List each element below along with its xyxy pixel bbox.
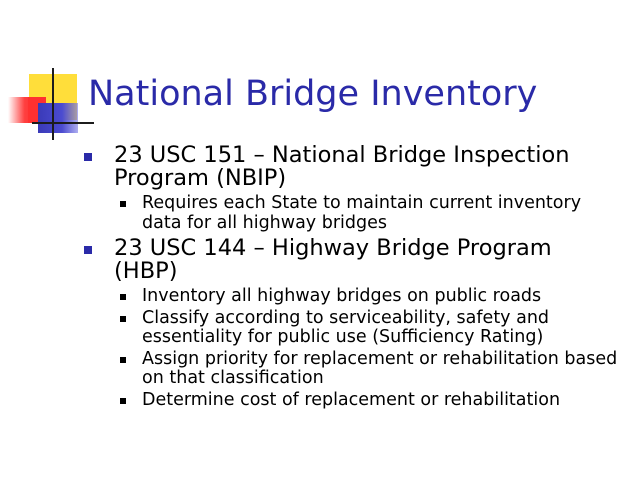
sub-bullet-item xyxy=(114,391,620,411)
square-bullet-icon xyxy=(120,316,126,322)
sub-bullet-item xyxy=(114,309,620,348)
sub-bullet-text: Assign priority for replacement or rehabilitation based on that classification xyxy=(142,348,618,388)
sub-bullet-item xyxy=(114,350,620,389)
square-bullet-icon xyxy=(120,294,126,300)
square-bullet-icon xyxy=(120,201,126,207)
decorative-logo xyxy=(0,0,100,150)
slide-title: National Bridge Inventory xyxy=(88,74,538,114)
bullet-text: 23 USC 151 – National Bridge Inspection Program (NBIP) xyxy=(114,142,570,191)
sub-bullet-list xyxy=(114,287,620,410)
sub-bullet-text: Requires each State to maintain current inventory data for all highway bridges xyxy=(142,193,582,233)
slide-body xyxy=(80,144,620,414)
sub-bullet-item xyxy=(114,287,620,307)
logo-blue-square xyxy=(38,103,78,133)
sub-bullet-text: Determine cost of replacement or rehabilitation xyxy=(142,389,561,410)
square-bullet-icon xyxy=(84,246,92,254)
sub-bullet-list xyxy=(114,194,620,233)
logo-horizontal-line xyxy=(32,122,94,124)
bullet-item-nbip xyxy=(80,144,620,233)
sub-bullet-text: Classify according to serviceability, safety and essentiality for public use (Sufficiency Rating) xyxy=(142,307,550,347)
bullet-item-hbp xyxy=(80,237,620,410)
sub-bullet-text: Inventory all highway bridges on public roads xyxy=(142,286,542,306)
square-bullet-icon xyxy=(84,153,92,161)
bullet-text: 23 USC 144 – Highway Bridge Program (HBP) xyxy=(114,235,552,284)
logo-vertical-line xyxy=(52,68,54,140)
bullet-list xyxy=(80,144,620,410)
square-bullet-icon xyxy=(120,398,126,404)
square-bullet-icon xyxy=(120,357,126,363)
sub-bullet-item xyxy=(114,194,620,233)
